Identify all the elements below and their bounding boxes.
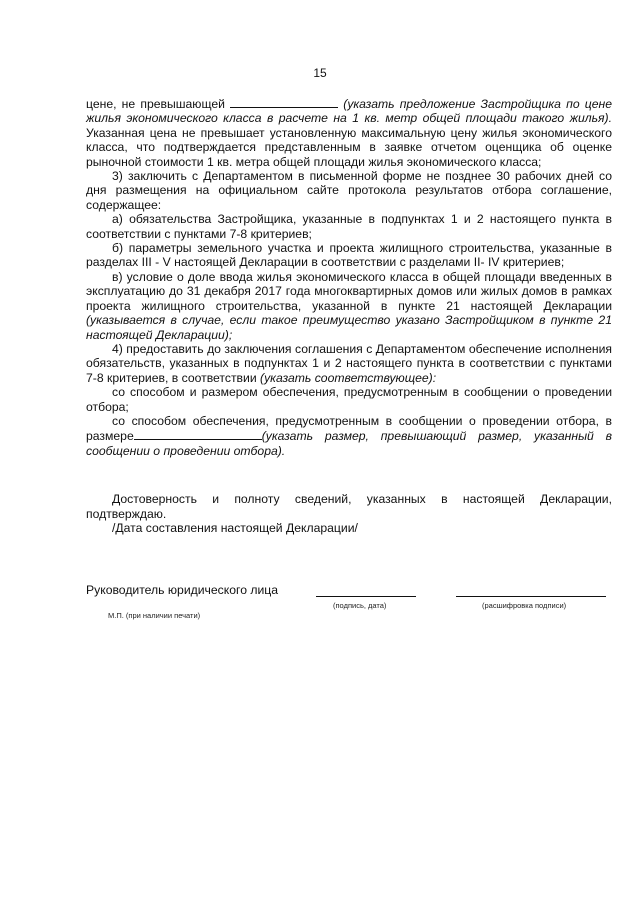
paragraph-guarantee-option-1: со способом и размером обеспечения, предусмотренным в сообщении о проведении отбора; — [86, 385, 612, 414]
paragraph-date-placeholder: /Дата составления настоящей Декларации/ — [112, 520, 358, 535]
signatory-label: Руководитель юридического лица — [86, 583, 279, 597]
signature-decode-line — [456, 596, 606, 597]
paragraph-item-b: б) параметры земельного участка и проекта жилищного строительства, указанные в разделах III - V настоящей Декларации в соответствии с разделами II- IV критериев; — [86, 241, 612, 270]
paragraph-item-a: а) обязательства Застройщика, указанные в подпунктах 1 и 2 настоящего пункта в соответствии с пунктами 7-8 критериев; — [86, 212, 612, 241]
paragraph-guarantee-option-2: со способом обеспечения, предусмотренным в сообщении о проведении отбора, в размере (указать размер, превышающий размер, указанный в сообщении о проведении отбора). — [86, 413, 612, 458]
paragraph-confirmation: Достоверность и полноту сведений, указанных в настоящей Декларации, подтверждаю. — [86, 492, 612, 521]
stamp-caption: М.П. (при наличии печати) — [108, 611, 201, 620]
amount-blank — [134, 428, 262, 440]
paragraph-item-4: 4) предоставить до заключения соглашения с Департаментом обеспечение исполнения обязательств, указанных в подпунктах 1 и 2 настоящего пункта в соответствии с пунктами 7-8 критериев, в соответствии (указать соответствующее): — [86, 341, 612, 385]
signature-decode-caption: (расшифровка подписи) — [482, 601, 567, 610]
page-number: 15 — [313, 66, 327, 80]
signature-line — [316, 596, 416, 597]
paragraph-item-v: в) условие о доле ввода жилья экономического класса в общей площади введенных в эксплуатацию до 31 декабря 2017 года многоквартирных домов или жилых домов в рамках проекта жилищного строительства, указанной в пункте 21 настоящей Декларации (указывается в случае, если такое преимущество указано Застройщиком в пункте 21 настоящей Декларации); — [86, 269, 612, 342]
signature-date-caption: (подпись, дата) — [333, 601, 387, 610]
price-blank — [230, 96, 338, 108]
paragraph-item-3: 3) заключить с Департаментом в письменной форме не позднее 30 рабочих дней со дня размещения на официальном сайте протокола результатов отбора соглашение, содержащее: — [86, 169, 612, 212]
paragraph-price: цене, не превышающей (указать предложение Застройщика по цене жилья экономического класса в расчете на 1 кв. метр общей площади такого жилья). Указанная цена не превышает установленную максимальную цену жилья экономического класса, что подтверждается представленным в заявке отчетом оценщика об оценке рыночной стоимости 1 кв. метра общей площади жилья экономического класса; — [86, 97, 612, 169]
document-body — [86, 96, 612, 535]
